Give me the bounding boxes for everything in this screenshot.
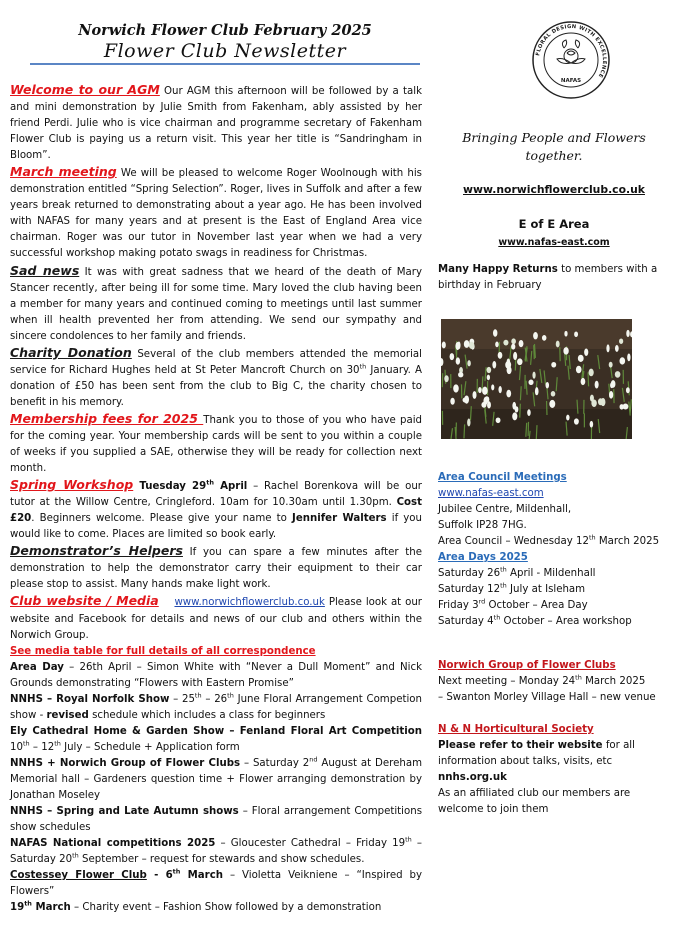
snowdrop-flower bbox=[472, 391, 476, 399]
snowdrop-flower bbox=[487, 375, 490, 381]
snowdrop-flower bbox=[609, 391, 613, 399]
snowdrop-flower bbox=[498, 386, 501, 393]
snowdrop-flower bbox=[606, 344, 609, 352]
snowdrop-flower bbox=[512, 402, 516, 410]
workshop-body-cont: . Beginners welcome. Please give your name to bbox=[31, 513, 293, 525]
horticultural-detail: for all information about talks, visits, etc bbox=[438, 740, 635, 768]
area-title: E of E Area bbox=[518, 217, 590, 231]
snowdrop-flower bbox=[506, 390, 511, 398]
ordinal-suffix: rd bbox=[478, 597, 486, 606]
event-area-day bbox=[10, 660, 422, 692]
club-url-row bbox=[438, 182, 670, 198]
group-venue: – Swanton Morley Village Hall – new venue bbox=[438, 692, 656, 704]
snowdrop-flower bbox=[549, 400, 555, 408]
workshop-body: – Rachel Borenkova will be our tutor at the Willow Centre, Cringleford. 10am for 10.30am until 1.30pm. bbox=[10, 481, 422, 509]
snowdrop-flower bbox=[546, 382, 550, 388]
snowdrop-flower bbox=[457, 342, 460, 350]
snowdrop-leaf bbox=[520, 404, 521, 418]
area-day-text: Saturday 26 bbox=[438, 568, 501, 580]
birthday-emphasis: Many Happy Returns bbox=[438, 264, 558, 275]
club-url-link[interactable]: www.norwichflowerclub.co.uk bbox=[463, 183, 645, 196]
event-title: NNHS – Spring and Late Autumn shows bbox=[10, 806, 239, 818]
area-day-item bbox=[438, 598, 670, 614]
event-detail: – 26th April – Simon White with “Never a Dull Moment” and Nick Grounds demonstrating “Flowers with Eastern Promise” bbox=[10, 661, 422, 689]
event-detail: – Saturday 20 bbox=[10, 838, 422, 866]
birthday-note bbox=[438, 262, 670, 294]
event-nnhs-group bbox=[10, 756, 422, 804]
snowdrop-flower bbox=[498, 352, 503, 359]
snowdrop-flower bbox=[478, 387, 482, 393]
group-meeting-text: Next meeting – Monday 24 bbox=[438, 676, 576, 688]
snowdrop-flower bbox=[464, 340, 470, 348]
sad-news-body: It was with great sadness that we heard of the death of Mary Stancer recently, after being ill for some time. Mary loved the club having been a member for many years and continued coming to meetings until last summer when ill health prevented her from attending. We send our sympathy and sincere condolences to her family and friends. bbox=[10, 266, 422, 342]
snowdrop-flower bbox=[481, 402, 486, 408]
snowdrop-flower bbox=[492, 361, 496, 369]
workshop-date: Tuesday 29 bbox=[133, 481, 207, 493]
header-divider bbox=[30, 63, 420, 65]
event-detail: – Floral arrangement Competitions show schedules bbox=[10, 806, 423, 834]
snowdrop-flower bbox=[493, 329, 497, 337]
area-days-heading: Area Days 2025 bbox=[438, 552, 528, 564]
birthday-text: to members with a birthday in February bbox=[438, 264, 658, 292]
snowdrop-flower bbox=[551, 362, 556, 367]
event-month: March bbox=[31, 902, 71, 914]
snowdrop-flower bbox=[626, 387, 630, 393]
snowdrop-flower bbox=[598, 398, 603, 405]
workshop-body-end: if you would like to come. Places are limited so book early. bbox=[10, 513, 422, 541]
event-detail: 10 bbox=[10, 741, 23, 753]
helpers-body: If you can spare a few minutes after the demonstration to help the demonstrator carry their equipment to their car please stop to assist. Many hands make light work. bbox=[10, 547, 422, 591]
event-detail: – 26 bbox=[201, 693, 228, 705]
area-day-text: April - Mildenhall bbox=[506, 568, 596, 580]
logo-ring-text: FLORAL DESIGN WITH EXCELLENCE bbox=[535, 23, 608, 79]
tagline: Bringing People and Flowers together. bbox=[462, 130, 646, 163]
area-day-text: Saturday 12 bbox=[438, 584, 501, 596]
fees-body: Thank you to those of you who have paid for the coming year. Your membership cards will be sent to you within a couple of weeks if you supplied a SAE, otherwise they will be ready for collection next month. bbox=[10, 414, 422, 475]
nnhs-link[interactable]: nnhs.org.uk bbox=[438, 772, 507, 784]
ordinal-suffix: th bbox=[588, 533, 596, 542]
event-title: NNHS – Royal Norfolk Show bbox=[10, 693, 170, 705]
snowdrop-flower bbox=[551, 391, 556, 396]
area-day-text: October – Area workshop bbox=[500, 616, 632, 628]
sad-news-section bbox=[10, 263, 422, 345]
snowdrop-flower bbox=[511, 344, 515, 350]
snowdrop-flower bbox=[574, 331, 578, 337]
ordinal-suffix: th bbox=[500, 565, 507, 574]
event-detail: – 25 bbox=[169, 693, 195, 705]
snowdrop-flower bbox=[456, 357, 460, 364]
snowdrop-leaf bbox=[588, 372, 589, 386]
newsletter-date-title: Norwich Flower Club February 2025 bbox=[78, 22, 372, 39]
area-council-heading: Area Council Meetings bbox=[438, 472, 567, 483]
ordinal-suffix: th bbox=[359, 362, 367, 371]
event-title: NAFAS National competitions 2025 bbox=[10, 838, 216, 850]
snowdrop-flower bbox=[578, 355, 584, 362]
horticultural-emphasis: Please refer to their website bbox=[438, 740, 603, 752]
fees-heading: Membership fees for 2025 bbox=[10, 410, 204, 426]
ordinal-suffix: th bbox=[72, 851, 79, 860]
club-website-link[interactable]: www.norwichflowerclub.co.uk bbox=[174, 597, 325, 609]
snowdrop-flower bbox=[467, 419, 470, 427]
fees-section bbox=[10, 411, 422, 477]
snowdrop-flower bbox=[627, 353, 630, 361]
ordinal-suffix: th bbox=[24, 899, 32, 908]
event-detail: August at Dereham Memorial hall – Gardeners question time + Flower arranging demonstration by Jonathan Moseley bbox=[10, 757, 422, 802]
horticultural-text bbox=[438, 738, 670, 770]
council-address-line: Suffolk IP28 7HG. bbox=[438, 520, 527, 532]
horticultural-affiliation: As an affiliated club our members are welcome to join them bbox=[438, 788, 631, 816]
event-detail: July – Schedule + Application form bbox=[60, 741, 240, 753]
area-day-item bbox=[438, 614, 670, 630]
snowdrop-flower bbox=[519, 340, 524, 347]
charity-heading: Charity Donation bbox=[10, 344, 132, 360]
snowdrop-flower bbox=[590, 421, 594, 428]
march-heading: March meeting bbox=[10, 164, 117, 180]
snowdrop-flower bbox=[576, 366, 582, 374]
ordinal-suffix: th bbox=[194, 691, 202, 700]
workshop-heading: Spring Workshop bbox=[10, 477, 134, 493]
snowdrop-flower bbox=[487, 367, 492, 373]
snowdrop-flower bbox=[615, 371, 621, 378]
ordinal-suffix: th bbox=[22, 739, 30, 748]
helpers-heading: Demonstrator’s Helpers bbox=[10, 543, 183, 559]
snowdrop-flower bbox=[542, 335, 546, 341]
event-revised: revised bbox=[46, 709, 89, 721]
area-day-text: October – Area Day bbox=[485, 600, 588, 612]
snowdrop-leaf bbox=[464, 424, 465, 438]
ordinal-suffix: th bbox=[405, 835, 412, 844]
event-date: 19 bbox=[10, 902, 25, 914]
website-section bbox=[10, 593, 422, 643]
snowdrop-flower bbox=[469, 342, 474, 349]
snowdrop-flower bbox=[513, 352, 517, 360]
area-day-text: Saturday 4 bbox=[438, 616, 494, 628]
snowdrop-flower bbox=[444, 375, 448, 382]
snowdrop-flower bbox=[527, 409, 530, 416]
group-meeting bbox=[438, 674, 670, 690]
snowdrop-flower bbox=[564, 331, 567, 337]
ordinal-suffix: th bbox=[54, 739, 61, 748]
area-url-link[interactable]: www.nafas-east.com bbox=[498, 237, 610, 248]
council-date bbox=[438, 534, 670, 550]
charity-body: Several of the club members attended the memorial service for Richard Hughes held at St Peter Mancroft Church on 30 bbox=[10, 348, 422, 376]
helpers-section bbox=[10, 543, 422, 593]
snowdrop-leaf bbox=[520, 386, 521, 400]
event-charity-fashion bbox=[10, 900, 422, 916]
norwich-group-block bbox=[438, 658, 670, 706]
snowdrop-flower bbox=[619, 338, 623, 343]
snowdrop-flower bbox=[467, 360, 471, 366]
snowdrop-flower bbox=[533, 332, 538, 339]
sad-news-heading: Sad news bbox=[10, 262, 80, 278]
nafas-logo bbox=[531, 20, 611, 100]
event-title: Costessey Flower Club bbox=[10, 870, 147, 882]
area-day-text: Friday 3 bbox=[438, 600, 479, 612]
event-costessey bbox=[10, 868, 422, 900]
snowdrop-flower bbox=[563, 347, 568, 354]
snowdrop-flower bbox=[511, 338, 516, 344]
snowdrop-flower bbox=[458, 372, 463, 377]
snowdrops-image bbox=[441, 319, 632, 439]
area-day-item bbox=[438, 582, 670, 598]
snowdrop-flower bbox=[464, 395, 469, 403]
snowdrop-flower bbox=[584, 348, 588, 355]
march-body: We will be pleased to welcome Roger Woolnough with his demonstration entitled “Spring Selection”. Roger, lives in Suffolk and after a few years break returned to demonstrating about a year ago. He has been involved with NAFAS for many years and at present is the East of England Area vice chairman. Roger was our tutor in November last year when we had a very successful workshop making potato swags in readiness for Christmas. bbox=[10, 168, 422, 260]
logo-org-text: NAFAS bbox=[560, 78, 582, 84]
event-date: - 6 bbox=[146, 870, 173, 882]
area-council-link[interactable]: www.nafas-east.com bbox=[438, 488, 544, 500]
snowdrop-flower bbox=[581, 378, 586, 385]
event-detail: – Violetta Veikniene – “Inspired by Flowers” bbox=[10, 870, 423, 898]
snowdrop-flower bbox=[566, 415, 569, 421]
council-address-line: Jubilee Centre, Mildenhall, bbox=[438, 504, 572, 516]
event-title: Area Day bbox=[10, 661, 64, 673]
agm-heading: Welcome to our AGM bbox=[10, 82, 160, 97]
newsletter-title: Flower Club Newsletter bbox=[103, 40, 347, 62]
snowdrop-flower bbox=[595, 381, 599, 389]
event-detail: – Saturday 2 bbox=[240, 757, 310, 769]
ordinal-suffix: th bbox=[500, 581, 507, 590]
horticultural-heading: N & N Horticultural Society bbox=[438, 724, 594, 735]
snowdrop-flower bbox=[517, 358, 522, 365]
event-ely bbox=[10, 724, 422, 756]
event-nnhs-shows bbox=[10, 804, 422, 836]
norwich-group-heading: Norwich Group of Flower Clubs bbox=[438, 660, 616, 671]
event-detail: September – request for stewards and show schedules. bbox=[78, 854, 365, 866]
snowdrop-flower bbox=[574, 418, 579, 424]
ordinal-suffix: th bbox=[227, 691, 234, 700]
snowdrop-flower bbox=[512, 412, 517, 420]
snowdrop-flower bbox=[491, 384, 494, 390]
snowdrop-flower bbox=[450, 353, 455, 360]
council-date-text: March 2025 bbox=[595, 536, 660, 548]
website-heading: Club website / Media bbox=[10, 593, 159, 609]
snowdrop-flower bbox=[507, 366, 512, 374]
council-date-text: Area Council – Wednesday 12 bbox=[438, 536, 589, 548]
area-url-row bbox=[438, 235, 670, 251]
snowdrop-flower bbox=[615, 345, 619, 352]
snowdrop-leaf bbox=[470, 406, 471, 420]
workshop-contact: Jennifer Walters bbox=[292, 513, 387, 525]
snowdrop-flower bbox=[626, 330, 629, 337]
event-detail: June Floral Arrangement Competion show - bbox=[10, 693, 422, 721]
event-month: March bbox=[180, 870, 223, 882]
event-detail: – Gloucester Cathedral – Friday 19 bbox=[215, 838, 406, 850]
snowdrop-flower bbox=[532, 372, 535, 379]
ordinal-suffix: nd bbox=[309, 755, 318, 764]
workshop-month: April bbox=[213, 481, 248, 493]
agm-body: Our AGM this afternoon will be followed by a talk and mini demonstration by Julie Smith from Fakenham, ably assisted by her friend Perdi. Julie who is vice chairman and programme secretary of Fakenham Flower Club is paying us a return visit. This year her title is “Sandringham in Bloom”. bbox=[10, 86, 422, 162]
snowdrop-flower bbox=[484, 396, 489, 402]
event-title: Ely Cathedral Home & Garden Show – Fenland Floral Art Competition bbox=[10, 725, 422, 737]
snowdrop-flower bbox=[495, 341, 499, 347]
area-day-item bbox=[438, 566, 670, 582]
workshop-section bbox=[10, 477, 422, 543]
ordinal-suffix: th bbox=[206, 478, 214, 487]
ordinal-suffix: th bbox=[493, 614, 501, 623]
ordinal-suffix: th bbox=[575, 673, 582, 682]
event-royal-norfolk bbox=[10, 692, 422, 724]
event-detail: – Charity event – Fashion Show followed by a demonstration bbox=[70, 902, 382, 914]
snowdrop-flower bbox=[535, 387, 539, 395]
snowdrop-flower bbox=[453, 384, 459, 392]
snowdrop-flower bbox=[591, 400, 596, 407]
snowdrop-flower bbox=[496, 417, 501, 423]
snowdrop-flower bbox=[450, 398, 454, 405]
snowdrop-flower bbox=[442, 342, 446, 349]
snowdrop-leaf bbox=[536, 425, 537, 439]
snowdrop-flower bbox=[623, 404, 629, 410]
event-nafas-national bbox=[10, 836, 422, 868]
snowdrop-leaf bbox=[534, 345, 535, 359]
snowdrop-flower bbox=[556, 341, 560, 348]
snowdrop-flower bbox=[503, 340, 508, 346]
charity-body-cont: January. A donation of £50 has been sent from the club to Big C, the charity chosen to benefit in his memory. bbox=[10, 364, 422, 408]
snowdrop-flower bbox=[619, 357, 625, 364]
event-detail: – 12 bbox=[29, 741, 55, 753]
event-detail: schedule which includes a class for beginners bbox=[88, 709, 326, 721]
media-heading: See media table for full details of all correspondence bbox=[10, 645, 316, 657]
media-note bbox=[10, 644, 422, 660]
snowdrop-flower bbox=[528, 380, 533, 386]
charity-section bbox=[10, 345, 422, 411]
area-day-text: July at Isleham bbox=[506, 584, 586, 596]
snowdrop-flower bbox=[482, 387, 488, 395]
left-column bbox=[10, 82, 422, 916]
snowdrop-flower bbox=[609, 362, 613, 368]
snowdrop-flower bbox=[611, 380, 616, 388]
snowdrops-photo bbox=[441, 319, 632, 439]
website-body: Please look at our website and Facebook for details and news of our club and others within the Norwich Group. bbox=[10, 597, 422, 641]
area-council-block bbox=[438, 470, 670, 630]
horticultural-block bbox=[438, 722, 670, 818]
event-title: NNHS + Norwich Group of Flower Clubs bbox=[10, 757, 241, 769]
ordinal-suffix: th bbox=[172, 867, 181, 876]
group-meeting-text: March 2025 bbox=[581, 676, 646, 688]
workshop-cost: Cost £20 bbox=[10, 497, 422, 525]
snowdrop-flower bbox=[589, 369, 594, 377]
agm-section bbox=[10, 82, 422, 164]
march-section bbox=[10, 164, 422, 262]
